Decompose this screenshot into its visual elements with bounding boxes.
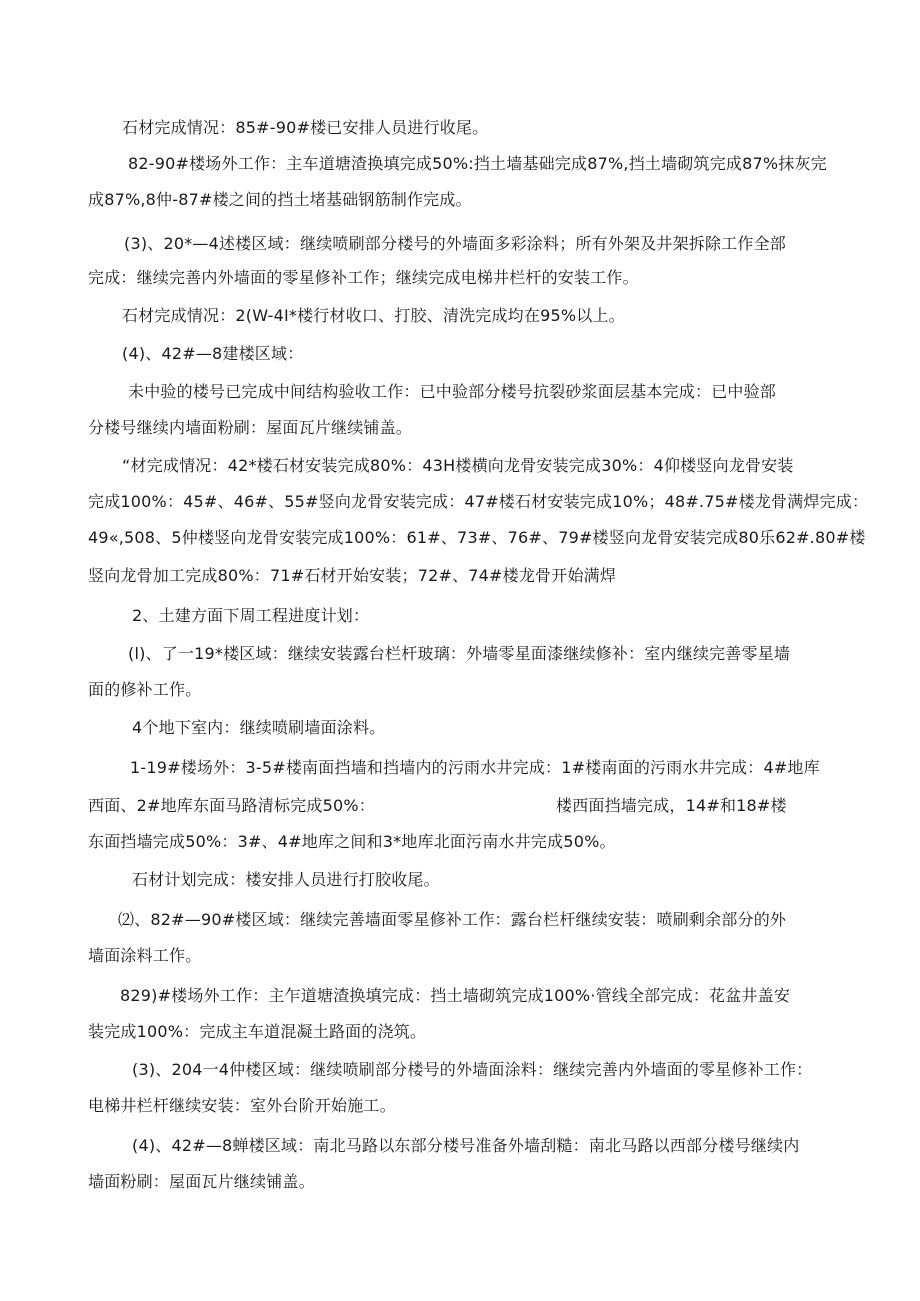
text-line: 装完成100%：完成主车道混凝土路面的浇筑。 [88,1022,427,1041]
text-line: 楼西面挡墙完成，14#和18#楼 [556,796,787,815]
text-line: 成87%,8仲-87#楼之间的挡土堵基础钢筋制作完成。 [88,190,472,209]
text-line: 1-19#楼场外：3-5#楼南面挡墙和挡墙内的污雨水井完成：1#楼南面的污雨水井完成：4#地库 [130,758,820,777]
text-line: 面的修补工作。 [88,680,202,699]
text-line: 西面、2#地库东面马路清标完成50%： [88,796,375,815]
text-line: (4)、42#—8蝉楼区域：南北马路以东部分楼号准备外墙刮糙：南北马路以西部分楼号继续内 [132,1136,800,1155]
text-line: 完成100%：45#、46#、55#竖向龙骨安装完成：47#楼石材安装完成10%；48#.75#楼龙骨满焊完成： [88,492,869,511]
text-line: 电梯井栏杆继续安装：室外台阶开始施工。 [88,1096,396,1115]
text-line: 82-90#楼场外工作：主车道塘渣换填完成50%:挡土墙基础完成87%,挡土墙砌筑完成87%抹灰完 [128,154,827,173]
text-line: 竖向龙骨加工完成80%：71#石材开始安装；72#、74#楼龙骨开始满焊 [88,566,617,585]
text-line: (3)、204一4仲楼区域：继续喷刷部分楼号的外墙面涂料：继续完善内外墙面的零星修补工作： [132,1060,813,1079]
text-line: 未中验的楼号已完成中间结构验收工作：已中验部分楼号抗裂砂浆面层基本完成：已中验部 [128,382,777,401]
text-line: 石材完成情况：2(W-4I*楼行材收口、打胶、清洗完成均在95%以上。 [122,306,625,325]
text-line: 829)#楼场外工作：主乍道塘渣换填完成：挡土墙砌筑完成100%·管线全部完成：花盆井盖安 [120,986,791,1005]
text-line: 4个地下室内：继续喷刷墙面涂料。 [132,718,386,737]
text-line: 石材完成情况：85#-90#楼已安排人员进行收尾。 [122,118,489,137]
text-line: 49«,508、5仲楼竖向龙骨安装完成100%：61#、73#、76#、79#楼竖向龙骨安装完成80乐62#.80#楼 [88,528,866,547]
text-line: (3)、20*—4述楼区域：继续喷刷部分楼号的外墙面多彩涂料；所有外架及井架拆除工作全部 [124,234,787,253]
text-line: 东面挡墙完成50%：3#、4#地库之间和3*地库北面污南水井完成50%。 [88,832,616,851]
text-line: 墙面涂料工作。 [88,946,202,965]
text-line: (l)、了一19*楼区域：继续安装露台栏杆玻璃：外墙零星面漆继续修补：室内继续完善零星墙 [128,644,791,663]
text-line: 2、土建方面下周工程进度计划： [132,606,370,625]
text-line: “材完成情况：42*楼石材安装完成80%：43H楼横向龙骨安装完成30%：4仰楼竖向龙骨安装 [122,456,794,475]
text-line: ⑵、82#—90#楼区域：继续完善墙面零星修补工作：露台栏杆继续安装：喷刷剩余部分的外 [118,910,787,929]
text-line: (4)、42#—8建楼区域： [122,344,304,363]
text-line: 墙面粉刷：屋面瓦片继续铺盖。 [88,1172,315,1191]
text-line: 分楼号继续内墙面粉刷：屋面瓦片继续铺盖。 [88,418,413,437]
text-line: 石材计划完成：楼安排人员进行打胶收尾。 [132,870,440,889]
text-line: 完成：继续完善内外墙面的零星修补工作；继续完成电梯井栏杆的安装工作。 [88,268,639,287]
